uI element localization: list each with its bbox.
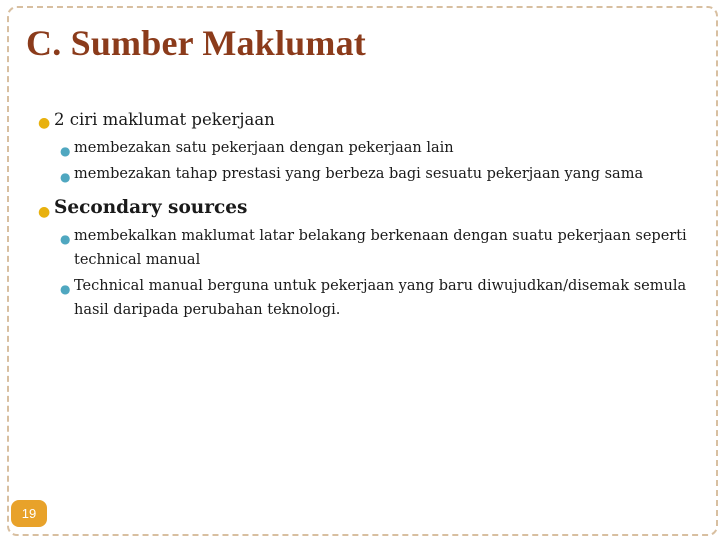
slide-title: C. Sumber Maklumat [26,23,366,63]
sub-bullet-text: membezakan tahap prestasi yang berbeza bagi sesuatu pekerjaan yang sama [74,166,644,182]
sub-bullet-item [58,274,688,322]
bullet-icon: ● [38,115,51,131]
bullet-item [38,108,688,132]
sub-bullet-item [58,224,688,272]
bullet-item [38,196,688,220]
bullet-text: 2 ciri maklumat pekerjaan [54,110,275,129]
bullet-text: Secondary sources [54,197,248,218]
slide-content [38,108,688,324]
sub-bullet-item [58,162,688,186]
sub-bullet-text: Technical manual berguna untuk pekerjaan yang baru diwujudkan/disemak semula hasil daripada perubahan teknologi. [74,278,687,318]
page-number-badge: 19 [11,500,47,527]
sub-bullet-icon: ● [60,232,71,246]
sub-bullet-text: membezakan satu pekerjaan dengan pekerjaan lain [74,140,454,156]
sub-bullet-icon: ● [60,144,71,158]
sub-bullet-icon: ● [60,282,71,296]
sub-bullet-text: membekalkan maklumat latar belakang berkenaan dengan suatu pekerjaan seperti technical manual [74,228,687,268]
sub-bullet-item [58,136,688,160]
bullet-icon: ● [38,204,51,220]
sub-bullet-icon: ● [60,170,71,184]
